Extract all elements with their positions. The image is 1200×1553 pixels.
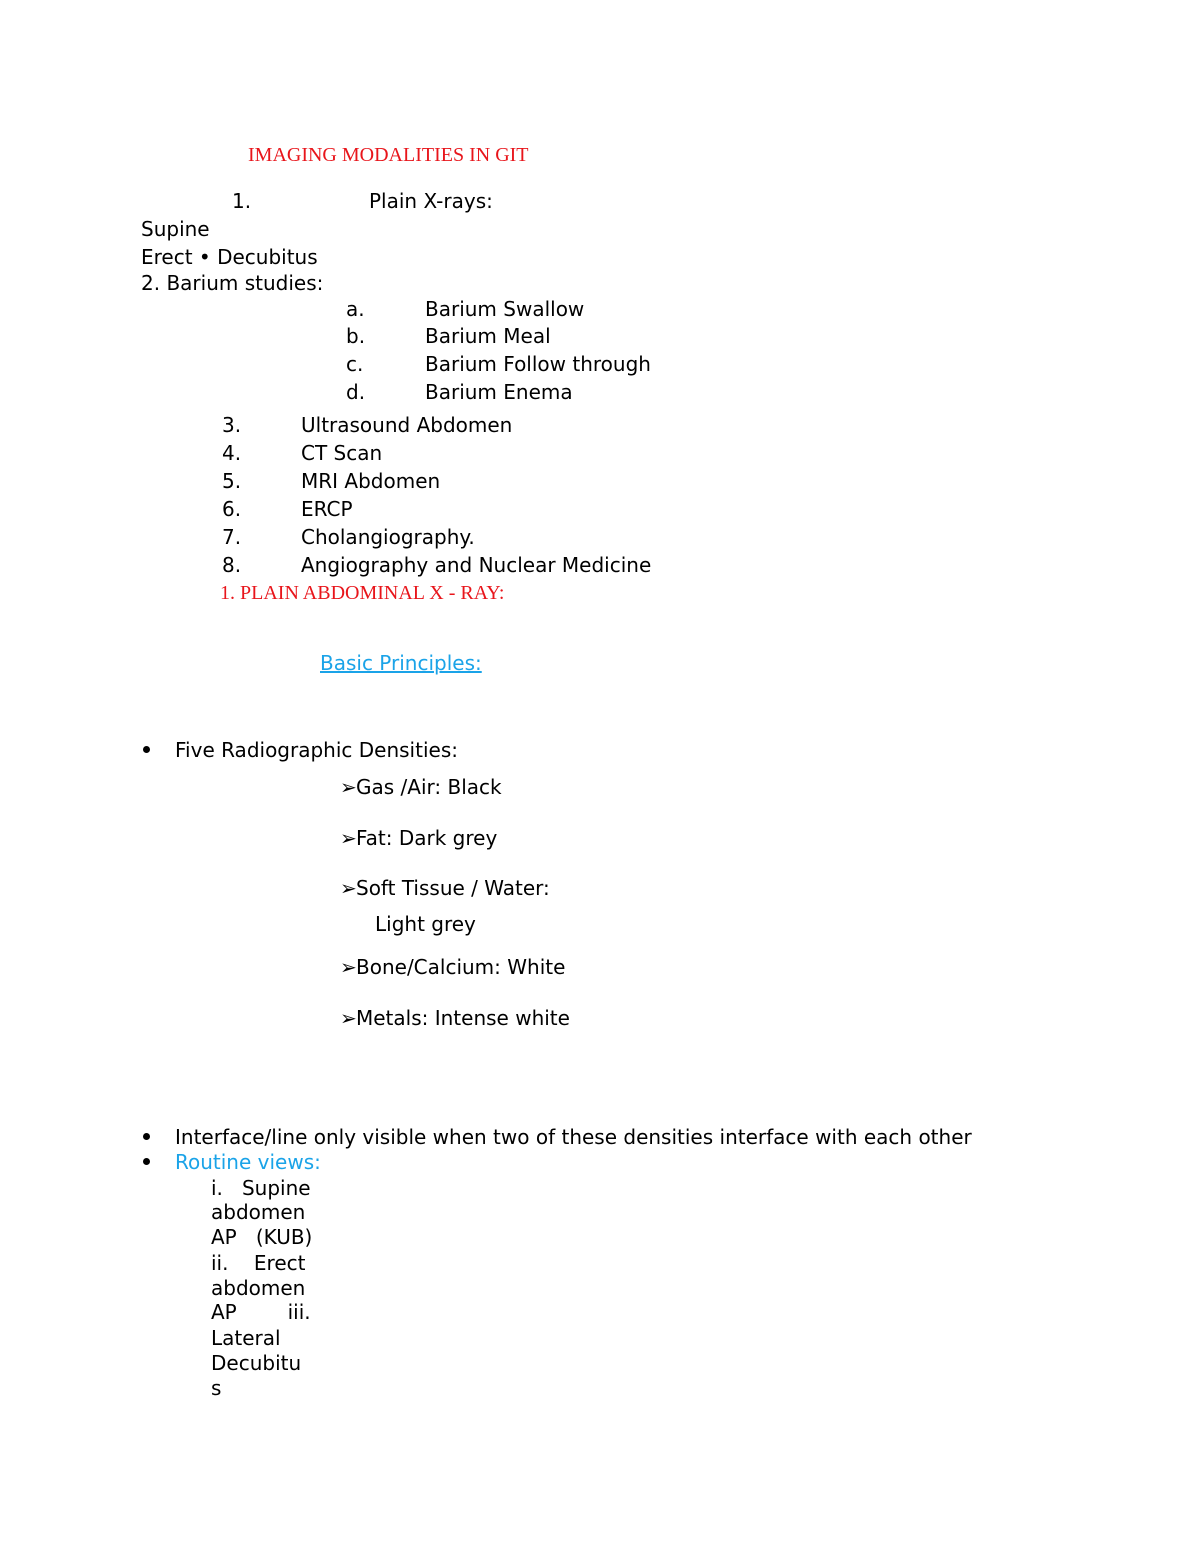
routine-view-line: abdomen [211, 1200, 306, 1224]
list-number: 6. [222, 497, 242, 521]
arrow-icon: ➢ [340, 775, 357, 799]
sublist-label: Barium Enema [425, 380, 573, 404]
density-label: Metals: Intense white [356, 1006, 570, 1030]
list-item-label: CT Scan [301, 441, 383, 465]
list-number: 7. [222, 525, 242, 549]
density-label: Gas /Air: Black [356, 775, 502, 799]
density-label: Bone/Calcium: White [356, 955, 566, 979]
density-item [340, 1006, 570, 1030]
list-number: 5. [222, 469, 242, 493]
routine-view-line: abdomen [211, 1276, 306, 1300]
list-number: 4. [222, 441, 242, 465]
sublist-letter: a. [346, 297, 365, 321]
list-number: 1. [232, 189, 252, 213]
routine-view-line: AP (KUB) [211, 1225, 313, 1249]
sublist-letter: d. [346, 380, 366, 404]
document-title: IMAGING MODALITIES IN GIT [248, 144, 529, 166]
bullet-icon [143, 1158, 150, 1165]
routine-view-line: AP iii. [211, 1300, 311, 1324]
basic-principles-link[interactable]: Basic Principles: [320, 651, 482, 675]
density-item [340, 955, 565, 979]
routine-view-line: Decubitu [211, 1351, 302, 1375]
density-label: Fat: Dark grey [356, 826, 498, 850]
list-item-label: MRI Abdomen [301, 469, 441, 493]
routine-view-line: i. Supine [211, 1176, 311, 1200]
density-label: Soft Tissue / Water: [356, 876, 550, 900]
routine-view-line: Lateral [211, 1326, 281, 1350]
bullet-icon [143, 1133, 150, 1140]
list-item: Erect • Decubitus [141, 245, 318, 269]
sublist-label: Barium Follow through [425, 352, 651, 376]
list-item: Supine [141, 217, 210, 241]
list-item-label: ERCP [301, 497, 353, 521]
arrow-icon: ➢ [340, 1006, 357, 1030]
bullet-icon [143, 746, 150, 753]
section-heading: 1. PLAIN ABDOMINAL X - RAY: [220, 582, 505, 604]
arrow-icon: ➢ [340, 955, 357, 979]
arrow-icon: ➢ [340, 826, 357, 850]
density-item [340, 826, 497, 850]
interface-note: Interface/line only visible when two of these densities interface with each other [175, 1125, 972, 1149]
list-item-label: Angiography and Nuclear Medicine [301, 553, 652, 577]
list-item: 2. Barium studies: [141, 271, 324, 295]
routine-view-line: s [211, 1376, 222, 1400]
list-number: 3. [222, 413, 242, 437]
list-item-label: Cholangiography. [301, 525, 475, 549]
sublist-label: Barium Swallow [425, 297, 585, 321]
density-item [340, 775, 502, 799]
density-item [340, 876, 550, 900]
list-number: 8. [222, 553, 242, 577]
sublist-letter: b. [346, 324, 366, 348]
list-item-label: Ultrasound Abdomen [301, 413, 513, 437]
sublist-label: Barium Meal [425, 324, 551, 348]
densities-intro: Five Radiographic Densities: [175, 738, 458, 762]
routine-view-line: ii. Erect [211, 1251, 306, 1275]
sublist-letter: c. [346, 352, 364, 376]
density-continuation: Light grey [375, 912, 476, 936]
routine-views-label: Routine views: [175, 1150, 321, 1174]
arrow-icon: ➢ [340, 876, 357, 900]
list-item-label: Plain X-rays: [369, 189, 493, 213]
